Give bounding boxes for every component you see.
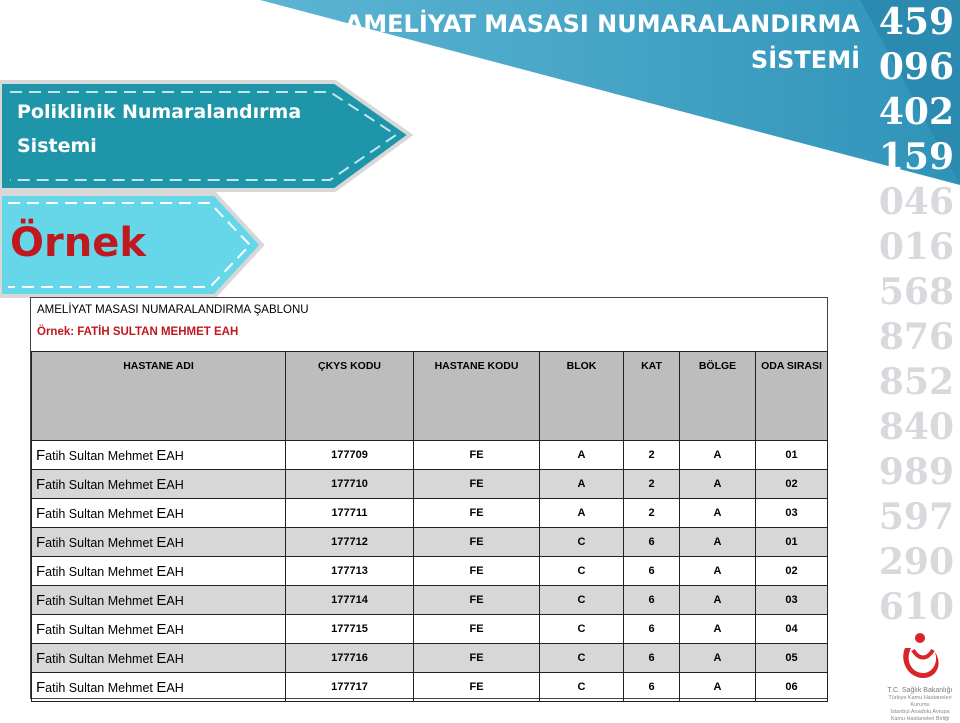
table-subtitle: Örnek: FATİH SULTAN MEHMET EAH	[37, 326, 239, 338]
table-row	[32, 557, 828, 586]
hospital-name-cell	[32, 586, 286, 615]
hospital-name-part: AH	[166, 448, 184, 463]
bolge-cell: A	[680, 557, 756, 586]
decor-number: 876	[878, 316, 954, 358]
ckys-cell: 177709	[286, 441, 414, 470]
hospital-name-part: E	[156, 649, 167, 667]
table-title: AMELİYAT MASASI NUMARALANDIRMA ŞABLONU	[37, 304, 309, 316]
oda-cell: 06	[756, 673, 828, 702]
kat-cell: 2	[624, 499, 680, 528]
hospital-name-part: atih Sultan Mehmet	[45, 535, 157, 550]
table-row	[32, 644, 828, 673]
col-header: HASTANE KODU	[414, 352, 540, 441]
blok-cell: A	[540, 470, 624, 499]
hospital-name-cell	[32, 673, 286, 702]
hospital-name-part: F	[36, 562, 46, 580]
decor-number: 402	[878, 91, 954, 133]
logo-line: Kamu Hastaneleri Birliği	[890, 716, 950, 722]
decor-number: 597	[878, 496, 954, 538]
ckys-cell: 177714	[286, 586, 414, 615]
hospital-name-part: atih Sultan Mehmet	[45, 564, 157, 579]
decor-number: 568	[878, 271, 954, 313]
hospital-name-part: F	[36, 620, 46, 638]
table-row	[32, 673, 828, 702]
table-row	[32, 586, 828, 615]
decor-number: 046	[878, 181, 954, 223]
kat-cell: 6	[624, 644, 680, 673]
hospital-name-part: atih Sultan Mehmet	[45, 448, 157, 463]
table-row	[32, 470, 828, 499]
blok-cell: C	[540, 557, 624, 586]
hospital-name-part: E	[156, 562, 167, 580]
hospital-name-cell	[32, 557, 286, 586]
ckys-cell: 177712	[286, 528, 414, 557]
decor-number: 016	[878, 226, 954, 268]
kat-cell: 2	[624, 470, 680, 499]
hospital-name-part: F	[36, 533, 46, 551]
decor-number: 459	[878, 1, 954, 43]
blok-cell: C	[540, 644, 624, 673]
blok-cell: C	[540, 615, 624, 644]
decor-number: 610	[878, 586, 954, 628]
hospital-name-cell	[32, 470, 286, 499]
ckys-cell: 177713	[286, 557, 414, 586]
logo-line: Türkiye Kamu Hastaneleri Kurumu	[888, 695, 952, 708]
data-table	[31, 351, 828, 702]
ckys-cell: 177715	[286, 615, 414, 644]
hospital-name-part: AH	[166, 564, 184, 579]
decor-number: 096	[878, 46, 954, 88]
hospital-name-part: F	[36, 475, 46, 493]
ministry-logo	[882, 630, 958, 722]
hospital-name-part: E	[156, 446, 167, 464]
kat-cell: 6	[624, 528, 680, 557]
bolge-cell: A	[680, 441, 756, 470]
hkod-cell: FE	[414, 441, 540, 470]
decor-number: 290	[878, 541, 954, 583]
hkod-cell: FE	[414, 644, 540, 673]
col-header: ODA SIRASI	[756, 352, 828, 441]
oda-cell: 02	[756, 470, 828, 499]
hospital-name-cell	[32, 615, 286, 644]
hkod-cell: FE	[414, 557, 540, 586]
col-header: KAT	[624, 352, 680, 441]
hospital-name-part: AH	[166, 477, 184, 492]
oda-cell: 03	[756, 586, 828, 615]
table-row	[32, 615, 828, 644]
table-row	[32, 441, 828, 470]
ckys-cell: 177711	[286, 499, 414, 528]
decor-number: 852	[878, 361, 954, 403]
decor-number: 159	[878, 136, 954, 178]
oda-cell: 01	[756, 528, 828, 557]
kat-cell: 6	[624, 673, 680, 702]
bolge-cell: A	[680, 499, 756, 528]
hospital-name-part: F	[36, 504, 46, 522]
example-label: Örnek	[10, 220, 146, 266]
hospital-name-part: E	[156, 504, 167, 522]
hkod-cell: FE	[414, 615, 540, 644]
hospital-name-cell	[32, 441, 286, 470]
ckys-cell: 177716	[286, 644, 414, 673]
table-row	[32, 528, 828, 557]
hospital-name-part: E	[156, 591, 167, 609]
bolge-cell: A	[680, 673, 756, 702]
hospital-name-part: AH	[166, 680, 184, 695]
kat-cell: 6	[624, 615, 680, 644]
hospital-name-part: AH	[166, 651, 184, 666]
blok-cell: A	[540, 441, 624, 470]
table-row	[32, 499, 828, 528]
bolge-cell: A	[680, 644, 756, 673]
decor-number: 989	[878, 451, 954, 493]
hospital-name-part: AH	[166, 622, 184, 637]
oda-cell: 03	[756, 499, 828, 528]
hospital-name-part: atih Sultan Mehmet	[45, 593, 157, 608]
kat-cell: 6	[624, 586, 680, 615]
oda-cell: 01	[756, 441, 828, 470]
decorative-numbers	[866, 0, 954, 630]
hkod-cell: FE	[414, 499, 540, 528]
blok-cell: C	[540, 586, 624, 615]
bolge-cell: A	[680, 615, 756, 644]
hospital-name-part: AH	[166, 506, 184, 521]
section-title: Poliklinik Numaralandırma Sistemi	[17, 101, 302, 157]
bolge-cell: A	[680, 470, 756, 499]
oda-cell: 05	[756, 644, 828, 673]
hospital-name-part: E	[156, 620, 167, 638]
col-header: BLOK	[540, 352, 624, 441]
hospital-name-part: E	[156, 475, 167, 493]
hospital-name-part: atih Sultan Mehmet	[45, 477, 157, 492]
numbering-template-table	[30, 297, 828, 699]
col-header: BÖLGE	[680, 352, 756, 441]
kat-cell: 2	[624, 441, 680, 470]
table-header-row	[32, 352, 828, 441]
hkod-cell: FE	[414, 470, 540, 499]
logo-line: İstanbul Anadolu Avrupa	[890, 709, 950, 715]
hospital-name-part: atih Sultan Mehmet	[45, 622, 157, 637]
hospital-name-part: atih Sultan Mehmet	[45, 680, 157, 695]
hospital-name-part: atih Sultan Mehmet	[45, 506, 157, 521]
oda-cell: 04	[756, 615, 828, 644]
blok-cell: C	[540, 673, 624, 702]
hkod-cell: FE	[414, 528, 540, 557]
logo-line: T.C. Sağlık Bakanlığı	[887, 687, 953, 694]
ckys-cell: 177717	[286, 673, 414, 702]
hospital-name-part: AH	[166, 593, 184, 608]
hospital-name-part: F	[36, 591, 46, 609]
hospital-name-part: F	[36, 678, 46, 696]
kat-cell: 6	[624, 557, 680, 586]
hospital-name-part: E	[156, 678, 167, 696]
hospital-name-part: E	[156, 533, 167, 551]
oda-cell: 02	[756, 557, 828, 586]
decor-number: 840	[878, 406, 954, 448]
hospital-name-part: AH	[166, 535, 184, 550]
col-header: ÇKYS KODU	[286, 352, 414, 441]
logo-emblem-icon	[897, 630, 943, 682]
hkod-cell: FE	[414, 586, 540, 615]
ckys-cell: 177710	[286, 470, 414, 499]
page-title: AMELİYAT MASASI NUMARALANDIRMA SİSTEMİ	[344, 10, 860, 74]
hospital-name-cell	[32, 528, 286, 557]
bolge-cell: A	[680, 528, 756, 557]
hospital-name-part: F	[36, 649, 46, 667]
hospital-name-cell	[32, 644, 286, 673]
hospital-name-cell	[32, 499, 286, 528]
hkod-cell: FE	[414, 673, 540, 702]
bolge-cell: A	[680, 586, 756, 615]
blok-cell: A	[540, 499, 624, 528]
hospital-name-part: F	[36, 446, 46, 464]
blok-cell: C	[540, 528, 624, 557]
hospital-name-part: atih Sultan Mehmet	[45, 651, 157, 666]
col-header: HASTANE ADI	[32, 352, 286, 441]
